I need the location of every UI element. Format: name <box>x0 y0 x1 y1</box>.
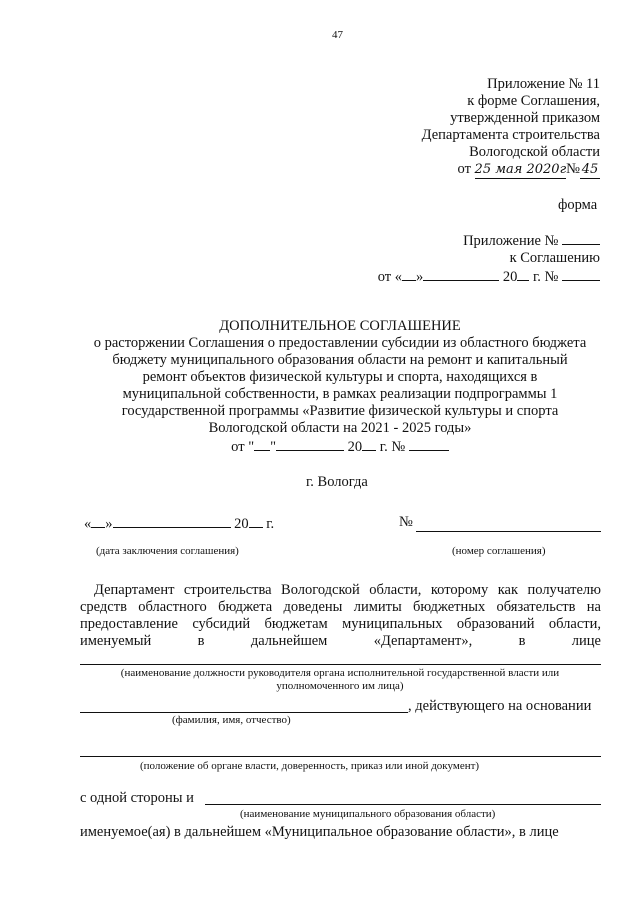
title-line-6: Вологодской области на 2021 - 2025 годы» <box>208 420 472 436</box>
title-line-1: о расторжении Соглашения о предоставлении субсидии из областного бюджета <box>93 335 587 351</box>
appendix-line-2: к форме Соглашения, <box>467 93 600 109</box>
attachment-block <box>300 231 600 286</box>
mo-caption: (наименование муниципального образования области) <box>240 808 496 820</box>
body-line-4: именуемый в дальнейшем «Департамент», в лице <box>80 633 601 649</box>
fio-caption: (фамилия, имя, отчество) <box>172 714 291 726</box>
agreement-number-sign: № <box>399 514 413 530</box>
agreement-date-caption: (дата заключения соглашения) <box>96 545 239 557</box>
form-label: форма <box>558 197 598 213</box>
mo-line <box>205 804 601 805</box>
body-line-3: предоставление субсидий бюджетам муниципальных образований области, <box>80 616 601 632</box>
title-date-line: от " " 20 г. № <box>40 437 640 456</box>
fio-line <box>80 712 408 713</box>
title-line-2: бюджету муниципального образования области на ремонт и капитальный <box>112 352 568 368</box>
attachment-line-2: к Соглашению <box>509 250 600 266</box>
agreement-date-line: « » 20 г. <box>84 516 275 532</box>
appendix-block <box>300 76 600 179</box>
handwritten-number: 45 <box>581 162 599 177</box>
acting-basis-text: , действующего на основании <box>408 698 592 714</box>
basis-line <box>80 756 601 757</box>
appendix-line-3: утвержденной приказом <box>450 110 600 126</box>
appendix-line-5: Вологодской области <box>469 144 600 160</box>
title-line-4: муниципальной собственности, в рамках реализации подпрограммы 1 <box>122 386 558 402</box>
title-heading: ДОПОЛНИТЕЛЬНОЕ СОГЛАШЕНИЕ <box>219 318 461 334</box>
city: г. Вологда <box>306 474 368 490</box>
appendix-date-prefix: от <box>457 161 471 177</box>
handwritten-date: 25 мая 2020г <box>474 162 567 177</box>
attachment-line-1: Приложение № <box>300 231 600 250</box>
appendix-line-1: Приложение № 11 <box>487 76 600 92</box>
agreement-number-caption: (номер соглашения) <box>452 545 546 557</box>
page-number: 47 <box>332 29 343 41</box>
appendix-line-6 <box>300 161 600 179</box>
title-line-5: государственной программы «Развитие физической культуры и спорта <box>121 403 559 419</box>
appendix-number-sign: № <box>566 161 580 177</box>
position-caption: (наименование должности руководителя органа исполнительной государственной власти или уполномоченного им лица) <box>120 667 560 692</box>
attachment-line-3: от « » 20 г. № <box>300 267 600 286</box>
body-paragraph <box>80 582 601 650</box>
title-line-3: ремонт объектов физической культуры и спорта, находящихся в <box>142 369 538 385</box>
basis-caption: (положение об органе власти, доверенность, приказ или иной документ) <box>140 760 480 772</box>
agreement-number-line <box>416 531 601 532</box>
agreement-title <box>40 318 640 456</box>
body-last-line: именуемое(ая) в дальнейшем «Муниципальное образование области», в лице <box>80 824 559 840</box>
position-line <box>80 664 601 665</box>
body-line-2: средств областного бюджета доведены лимиты бюджетных обязательств на <box>80 599 601 615</box>
appendix-line-4: Департамента строительства <box>421 127 600 143</box>
body-line-1: Департамент строительства Вологодской области, которому как получателю <box>94 582 601 598</box>
other-side-text: с одной стороны и <box>80 790 194 806</box>
